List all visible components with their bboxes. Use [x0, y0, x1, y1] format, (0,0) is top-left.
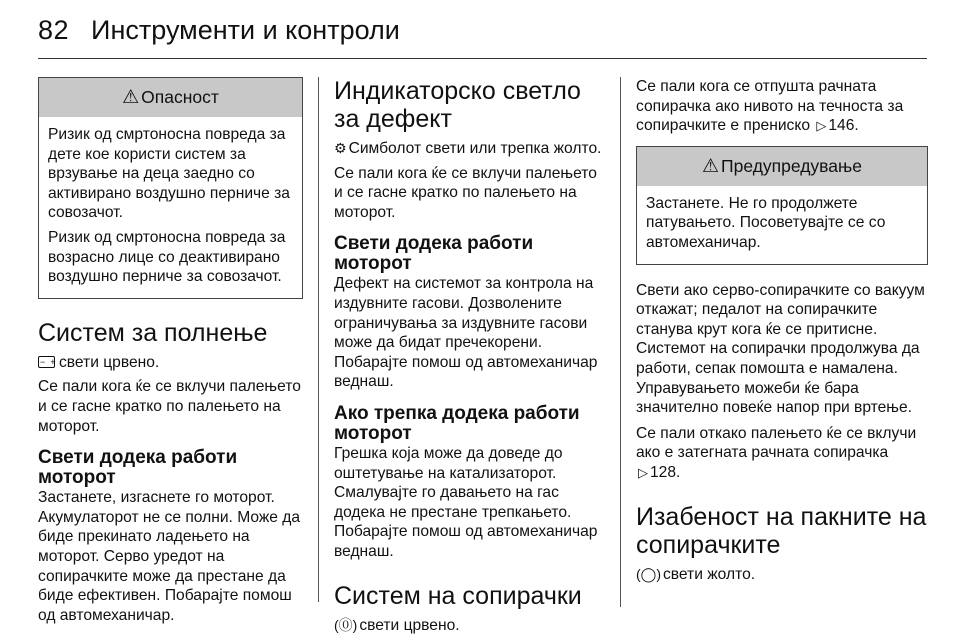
- parking-brake-text: Се пали откако палењето ќе се вклучи ако е затегната рачната сопирачка ▷ 128.: [636, 424, 917, 481]
- column-1: [38, 77, 303, 625]
- header-rule: [38, 58, 927, 59]
- column-divider: [620, 77, 621, 607]
- malfunction-subheading-2: Ако трепка додека работи моторот: [334, 402, 580, 444]
- brake-warning-icon: (⓪): [334, 616, 358, 633]
- page-number: 82: [38, 14, 70, 45]
- danger-text-2: Ризик од смртоносна повреда за возрасно лице со деактивирано воздушно перниче за совозачот.: [48, 228, 286, 286]
- malfunction-subheading-1: Свети додека работи моторот: [334, 233, 534, 275]
- charging-text-2: Се пали кога ќе се вклучи палењето и се гасне кратко по палењето на моторот.: [38, 378, 301, 435]
- charging-subheading: Свети додека работи моторот: [38, 447, 238, 489]
- servo-text: Свети ако серво-сопирачките со вакуум откажат; педалот на сопирачките станува крут кога ќе се притисне. Системот на сопирачки продолжува да работи, сепак помошта е намалена. Управувањето можеби ќе бара значително повеќе напор при вртење.: [636, 281, 925, 417]
- engine-icon: ⚙: [334, 140, 347, 156]
- pads-line-1: (◯) свети жолто.: [636, 565, 756, 583]
- malfunction-text-2: Се пали кога ќе се вклучи палењето и се гасне кратко по палењето на моторот.: [334, 164, 597, 221]
- malfunction-text-4: Грешка која може да доведе до оштетување на катализаторот. Смалувајте го давањето на гас додека не престане трепкањето. Побарајте помош од автомеханичар веднаш.: [334, 444, 598, 560]
- warning-box-header: [637, 147, 927, 186]
- column-2: [334, 77, 606, 635]
- danger-box: [38, 77, 303, 299]
- charging-line-1: − +свети црвено.: [38, 353, 303, 373]
- warning-box: [636, 146, 928, 265]
- handbrake-text: Се пали кога се отпушта рачната сопирачка ако нивото на течноста за сопирачките е прениско ▷ 146.: [636, 78, 904, 135]
- warning-triangle-icon: ⚠: [122, 87, 140, 108]
- danger-box-header: [39, 78, 302, 117]
- malfunction-text-3: Дефект на системот за контрола на издувните гасови. Дозволените ограничувања за издувните гасови може да бидат пречекорени. Побарајте помош од автомеханичар веднаш.: [334, 275, 598, 391]
- malfunction-line-1: ⚙ Симболот свети или трепка жолто.: [334, 140, 602, 157]
- warning-box-title: Предупредување: [721, 155, 862, 176]
- column-divider: [318, 77, 319, 602]
- page-title: Инструменти и контроли: [91, 14, 400, 45]
- pads-title: Изабеност на пакните на сопирачките: [636, 502, 927, 559]
- battery-icon: [38, 356, 55, 368]
- page-ref-link[interactable]: 146.: [828, 117, 859, 135]
- brake-title: Систем на сопирачки: [334, 581, 582, 610]
- danger-box-title: Опасност: [141, 87, 219, 107]
- warning-text-1: Застанете. Не го продолжете патувањето. Посоветувајте се со автомеханичар.: [646, 194, 886, 251]
- charging-title: Систем за полнење: [38, 318, 268, 347]
- brake-line-1: (⓪) свети црвено.: [334, 616, 460, 634]
- charging-text-3: Застанете, изгаснете го моторот. Акумулаторот не се полни. Може да биде прекинато ладењето на моторот. Серво уредот на сопирачките може да престане да биде ефективен. Побарајте помош од автомеханичар.: [38, 489, 301, 624]
- page-header: [38, 8, 400, 52]
- danger-box-body: [39, 117, 302, 298]
- danger-text-1: Ризик од смртоносна повреда за дете кое користи систем за врзување на деца заедно со активирано воздушно перниче за совозачот.: [48, 126, 290, 222]
- column-3: [636, 77, 928, 584]
- page-ref-icon: ▷: [816, 118, 827, 134]
- warning-triangle-icon: ⚠: [702, 155, 720, 177]
- brake-pad-icon: (◯): [636, 565, 661, 582]
- charging-section: [38, 319, 303, 626]
- page-ref-link[interactable]: 128.: [650, 463, 681, 481]
- page-ref-icon: ▷: [638, 464, 648, 480]
- warning-box-body: [637, 186, 927, 264]
- malfunction-title: Индикаторско светло за дефект: [334, 77, 581, 133]
